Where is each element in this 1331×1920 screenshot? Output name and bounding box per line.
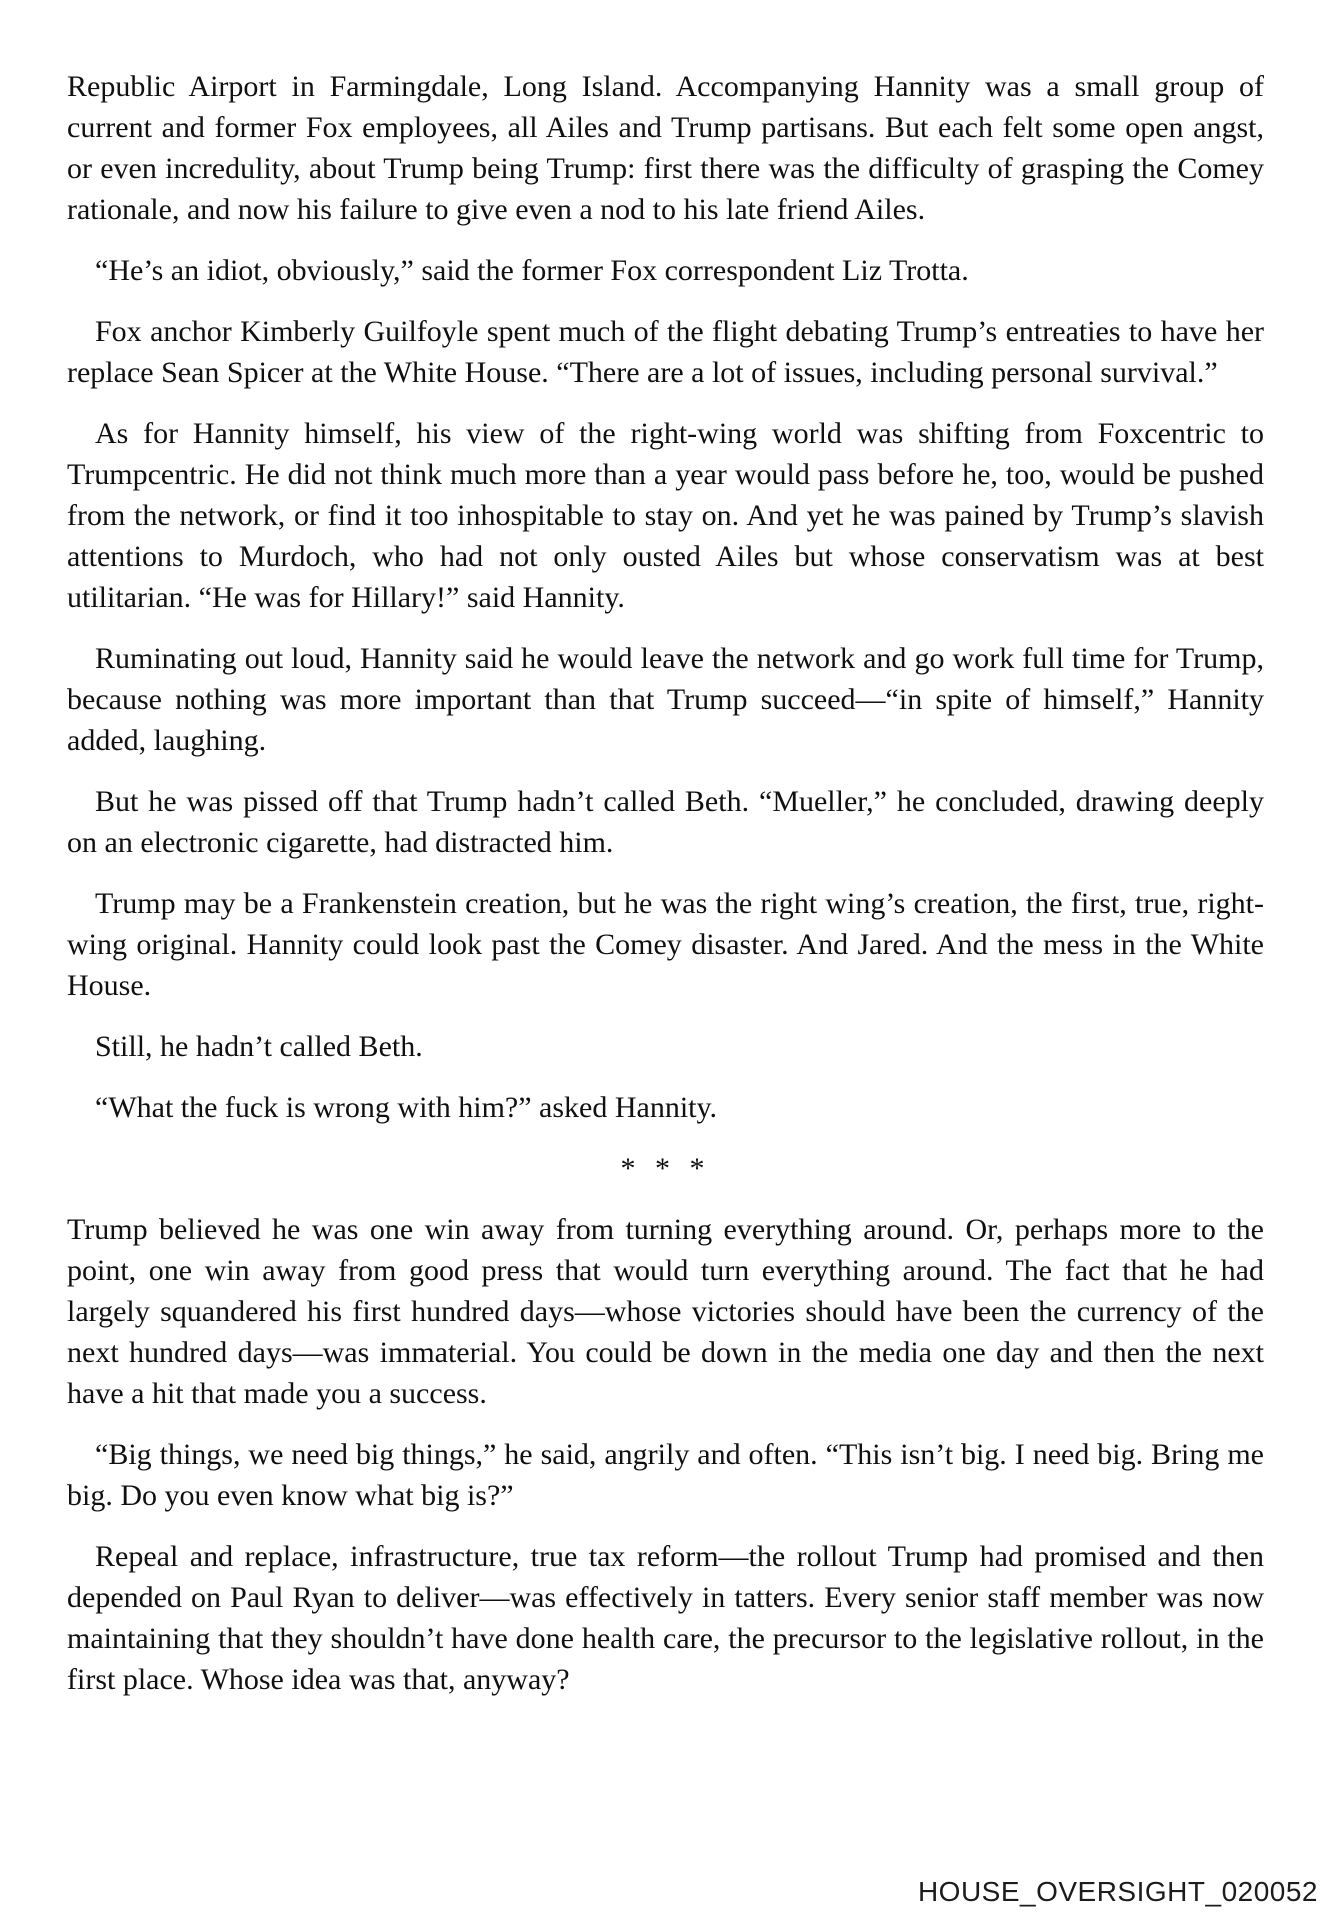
paragraph: Trump may be a Frankenstein creation, but he was the right wing’s creation, the first, true, right-wing original. Hannity could look past the Comey disaster. And Jared. And the mess in the White House.: [67, 887, 1264, 1002]
document-body: [67, 66, 1264, 1720]
paragraph: Repeal and replace, infrastructure, true tax reform—the rollout Trump had promised and then depended on Paul Ryan to deliver—was effectively in tatters. Every senior staff member was now maintaining that they shouldn’t have done health care, the precursor to the legislative rollout, in the first place. Whose idea was that, anyway?: [67, 1540, 1264, 1696]
paragraph: Still, he hadn’t called Beth.: [95, 1030, 423, 1063]
paragraph: “He’s an idiot, obviously,” said the former Fox correspondent Liz Trotta.: [95, 254, 969, 287]
section-separator: * * *: [620, 1152, 711, 1185]
paragraph: As for Hannity himself, his view of the right-wing world was shifting from Foxcentric to Trumpcentric. He did not think much more than a year would pass before he, too, would be pushed from the network, or find it too inhospitable to stay on. And yet he was pained by Trump’s slavish attentions to Murdoch, who had not only ousted Ailes but whose conservatism was at best utilitarian. “He was for Hillary!” said Hannity.: [67, 417, 1264, 614]
paragraph: Ruminating out loud, Hannity said he would leave the network and go work full time for Trump, because nothing was more important than that Trump succeed—“in spite of himself,” Hannity added, laughing.: [67, 642, 1264, 757]
paragraph: Trump believed he was one win away from turning everything around. Or, perhaps more to the point, one win away from good press that would turn everything around. The fact that he had largely squandered his first hundred days—whose victories should have been the currency of the next hundred days—was immaterial. You could be down in the media one day and then the next have a hit that made you a success.: [67, 1213, 1264, 1410]
paragraph: “What the fuck is wrong with him?” asked Hannity.: [95, 1091, 718, 1124]
paragraph: “Big things, we need big things,” he said, angrily and often. “This isn’t big. I need big. Bring me big. Do you even know what big is?”: [67, 1438, 1264, 1512]
paragraph: But he was pissed off that Trump hadn’t called Beth. “Mueller,” he concluded, drawing deeply on an electronic cigarette, had distracted him.: [67, 785, 1264, 859]
paragraph: Republic Airport in Farmingdale, Long Island. Accompanying Hannity was a small group of current and former Fox employees, all Ailes and Trump partisans. But each felt some open angst, or even incredulity, about Trump being Trump: first there was the difficulty of grasping the Comey rationale, and now his failure to give even a nod to his late friend Ailes.: [67, 70, 1264, 226]
bates-stamp: HOUSE_OVERSIGHT_020052: [917, 1876, 1318, 1907]
paragraph: Fox anchor Kimberly Guilfoyle spent much of the flight debating Trump’s entreaties to have her replace Sean Spicer at the White House. “There are a lot of issues, including personal survival.”: [67, 315, 1264, 389]
